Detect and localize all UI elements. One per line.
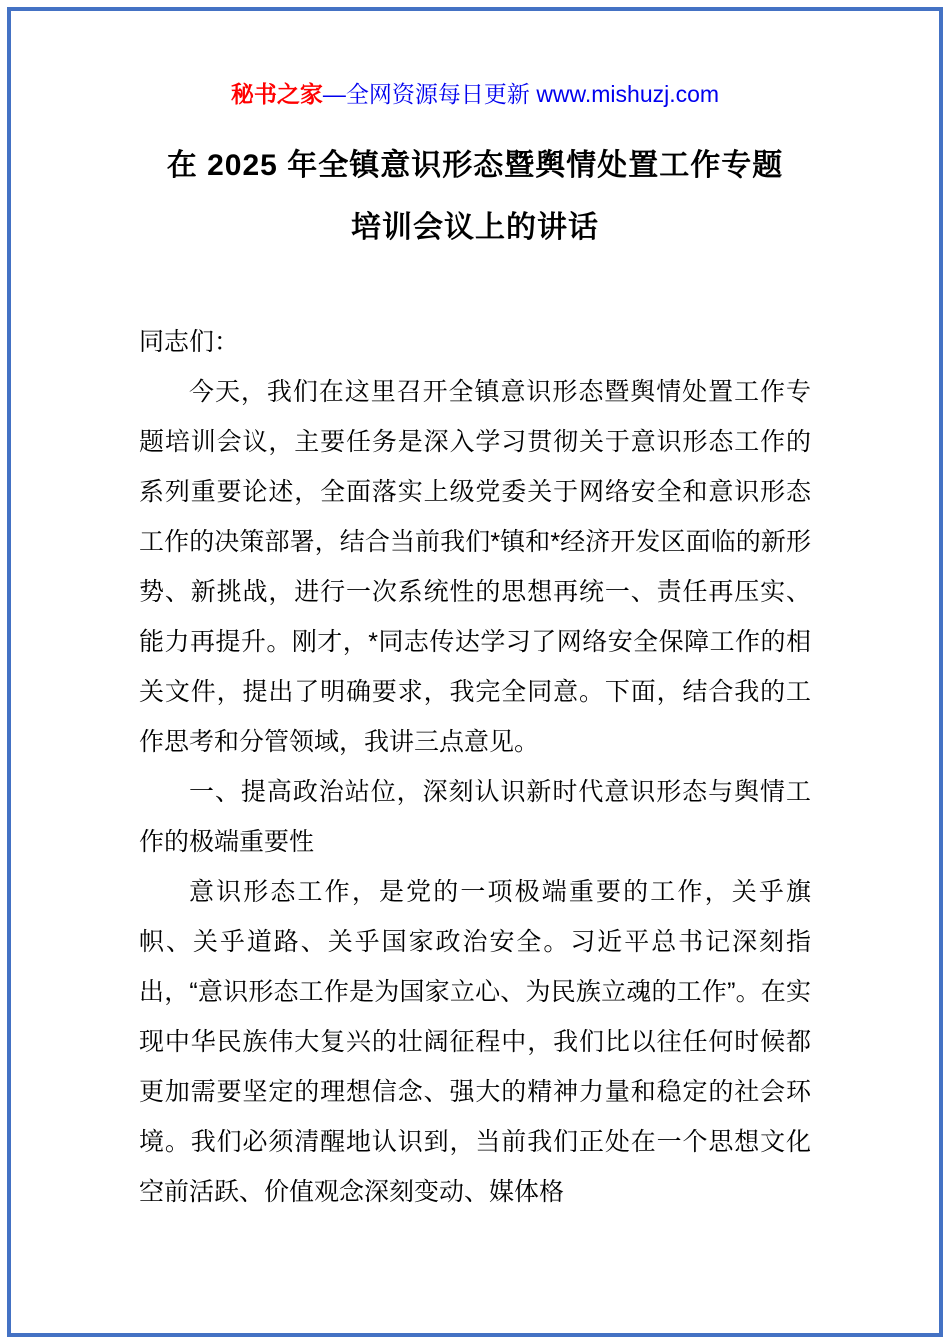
document-title-line2: 培训会议上的讲话 — [351, 211, 599, 244]
site-url: www.mishuzj.com — [536, 81, 720, 107]
document-body — [139, 317, 811, 1217]
document-title-line1: 在 2025 年全镇意识形态暨舆情处置工作专题 — [166, 149, 784, 182]
site-tagline: —全网资源每日更新 — [322, 81, 537, 107]
page-border — [7, 7, 943, 1337]
site-header — [11, 79, 939, 109]
section-heading: 一、提高政治站位，深刻认识新时代意识形态与舆情工作的极端重要性 — [139, 778, 811, 856]
site-brand: 秘书之家 — [230, 81, 323, 107]
paragraph: 意识形态工作，是党的一项极端重要的工作，关乎旗帜、关乎道路、关乎国家政治安全。习近平总书记深刻指出，“意识形态工作是为国家立心、为民族立魂的工作”。在实现中华民族伟大复兴的壮阔征程中，我们比以往任何时候都更加需要坚定的理想信念、强大的精神力量和稳定的社会环境。我们必须清醒地认识到，当前我们正处在一个思想文化空前活跃、价值观念深刻变动、媒体格 — [139, 878, 811, 1206]
salutation: 同志们： — [139, 328, 240, 356]
paragraph: 今天，我们在这里召开全镇意识形态暨舆情处置工作专题培训会议，主要任务是深入学习贯彻关于意识形态工作的系列重要论述，全面落实上级党委关于网络安全和意识形态工作的决策部署，结合当前我们*镇和*经济开发区面临的新形势、新挑战，进行一次系统性的思想再统一、责任再压实、能力再提升。刚才，*同志传达学习了网络安全保障工作的相关文件，提出了明确要求，我完全同意。下面，结合我的工作思考和分管领域，我讲三点意见。 — [139, 378, 811, 756]
document-title — [101, 135, 849, 259]
